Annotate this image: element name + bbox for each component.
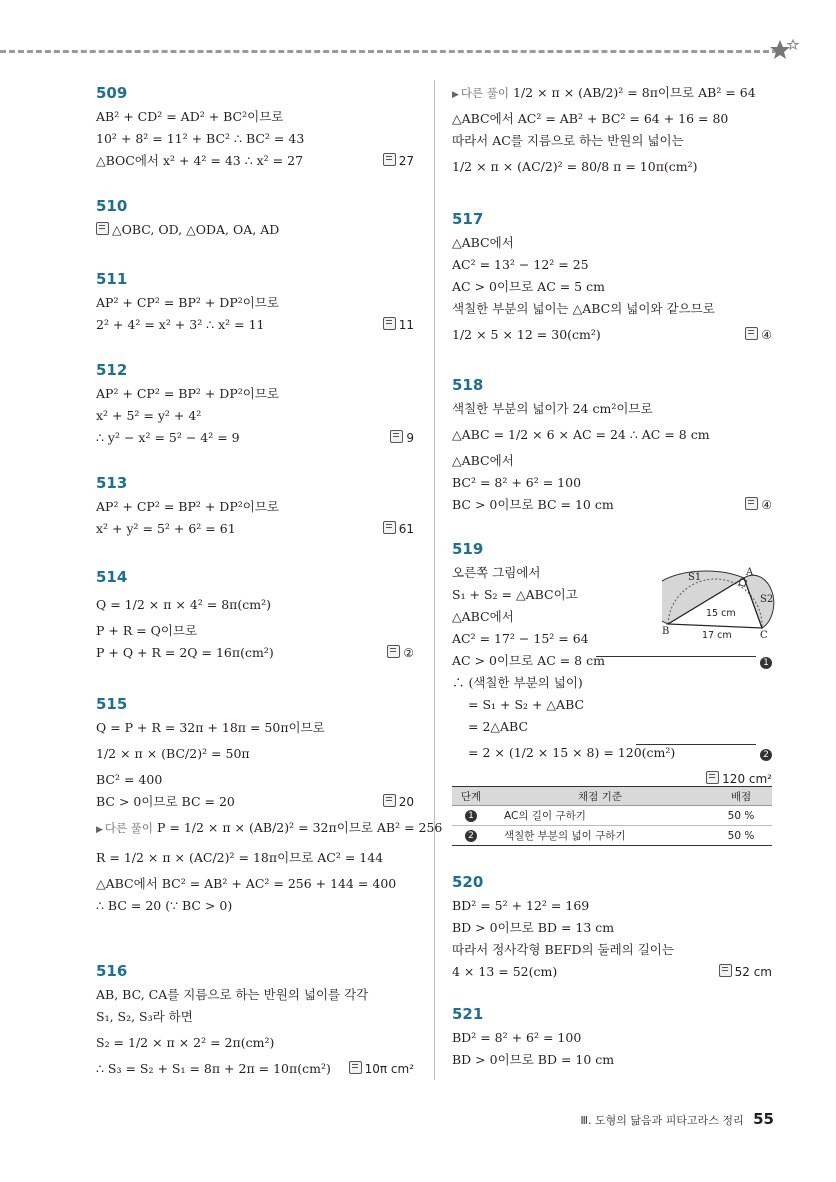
answer-box: 11 [383,314,414,336]
solution-line: △BOC에서 x² + 4² = 43 ∴ x² = 27 27 [96,150,414,172]
solution-line: Q = P + R = 32π + 18π = 50π이므로 [96,720,325,735]
solution-line: S₂ = 1/2 × π × 2² = 2π(cm²) [96,1035,275,1050]
solution-line: △ABC에서 BC² = AB² + AC² = 256 + 144 = 400 [96,876,397,891]
solution-line: BC² = 8² + 6² = 100 [452,475,582,490]
answer-box: 61 [383,518,414,540]
semicircle-figure [662,566,782,646]
problem-number: 513 [96,474,128,492]
page-number: 55 [753,1110,774,1128]
problem-number: 511 [96,270,128,288]
solution-line: AC² = 13² − 12² = 25 [452,257,589,272]
solution-line: ∴ (색칠한 부분의 넓이) [452,675,583,690]
solution-line: x² + y² = 5² + 6² = 61 61 [96,518,414,540]
solution-line: 색칠한 부분의 넓이가 24 cm²이므로 [452,401,653,416]
solution-line: AB, BC, CA를 지름으로 하는 반원의 넓이를 각각 [96,987,369,1002]
label-A: A [746,567,754,578]
solution-line: △OBC, OD, △ODA, OA, AD [96,219,414,241]
solution-line: BC² = 400 [96,772,163,787]
solution-line: AC > 0이므로 AC = 8 cm 1 [452,650,772,672]
problem-number: 519 [452,540,484,558]
table-header: 배점 [710,787,772,806]
problem-518 [452,376,772,516]
table-row [452,806,772,826]
answer-box: 120 cm² [706,768,772,790]
triangle-icon: ▶ [452,90,459,100]
problem-number: 510 [96,197,128,215]
solution-line: △ABC에서 [452,235,514,250]
problem-517 [452,210,772,350]
problem-509 [96,84,414,172]
answer-icon [390,430,403,443]
solution-line: Q = 1/2 × π × 4² = 8π(cm²) [96,597,272,612]
solution-line: ▶ 다른 풀이 1/2 × π × (AB/2)² = 8π이므로 AB² = 64 [452,85,756,100]
grading-table [452,786,772,846]
problem-521 [452,1005,772,1071]
label-B: B [662,626,670,637]
page-footer [580,1110,774,1128]
solution-line: BC > 0이므로 BC = 20 20 [96,791,414,813]
label-S2: S2 [760,594,774,605]
solution-line: BD² = 5² + 12² = 169 [452,898,590,913]
problem-number: 517 [452,210,484,228]
problem-513 [96,474,414,540]
problem-number: 514 [96,568,128,586]
table-cell: 50 % [710,826,772,846]
label-17cm: 17 cm [702,630,732,641]
solution-line: ∴ S₃ = S₂ + S₁ = 8π + 2π = 10π(cm²) 10π cm² [96,1058,414,1080]
answer-box: ④ [745,494,772,516]
problem-511 [96,270,414,336]
step-marker-1: 1 [760,650,772,672]
problem-number: 515 [96,695,128,713]
answer-icon [745,497,758,510]
solution-line: = 2△ABC [468,719,529,734]
leader-line [636,744,756,745]
triangle-icon: ▶ [96,825,103,835]
solution-line: 1/2 × π × (BC/2)² = 50π [96,746,250,761]
answer-icon [387,645,400,658]
solution-line: 색칠한 부분의 넓이는 △ABC의 넓이와 같으므로 [452,301,715,316]
solution-line: 따라서 정사각형 BEFD의 둘레의 길이는 [452,942,674,957]
solution-line: 1/2 × 5 × 12 = 30(cm²) ④ [452,320,772,350]
solution-line: 1/2 × π × (AC/2)² = 80/8 π = 10π(cm²) [452,159,698,174]
table-cell: 2 [452,826,490,846]
answer-icon [719,964,732,977]
problem-number: 518 [452,376,484,394]
solution-line: AP² + CP² = BP² + DP²이므로 [96,499,279,514]
solution-line: ▶ 다른 풀이 P = 1/2 × π × (AB/2)² = 32π이므로 AB² = 256 [96,820,443,835]
answer-box: ② [387,642,414,664]
solution-line: P + Q + R = 2Q = 16π(cm²) ② [96,642,414,664]
step-marker-2: 2 [760,738,772,768]
solution-line: AP² + CP² = BP² + DP²이므로 [96,295,279,310]
answer-icon [383,153,396,166]
solution-line: BD > 0이므로 BD = 13 cm [452,920,615,935]
problem-516 [96,962,414,1080]
solution-line: P + R = Q이므로 [96,623,198,638]
problem-number: 509 [96,84,128,102]
solution-line: AB² + CD² = AD² + BC²이므로 [96,109,284,124]
answer-box: 52 cm [719,961,772,983]
label-15cm: 15 cm [706,608,736,619]
solution-line: x² + 5² = y² + 4² [96,408,202,423]
table-cell: AC의 길이 구하기 [490,806,710,826]
solution-line: △ABC에서 AC² = AB² + BC² = 64 + 16 = 80 [452,111,729,126]
solution-line: △ABC = 1/2 × 6 × AC = 24 ∴ AC = 8 cm [452,427,710,442]
solution-line: △ABC에서 [452,453,514,468]
table-cell: 50 % [710,806,772,826]
solution-line: R = 1/2 × π × (AC/2)² = 18π이므로 AC² = 144 [96,850,384,865]
solution-line: S₁, S₂, S₃라 하면 [96,1009,193,1024]
problem-514 [96,568,414,664]
answer-icon [383,317,396,330]
table-cell: 1 [452,806,490,826]
solution-line: ∴ y² − x² = 5² − 4² = 9 9 [96,427,414,449]
solution-line: AC² = 17² − 15² = 64 [452,631,589,646]
answer-icon [745,327,758,340]
star-icon [768,36,802,66]
solution-line: = S₁ + S₂ + △ABC [468,697,585,712]
answer-icon [383,794,396,807]
answer-box: 20 [383,791,414,813]
problem-number: 512 [96,361,128,379]
answer-box: ④ [745,320,772,350]
solution-line: 따라서 AC를 지름으로 하는 반원의 넓이는 [452,133,684,148]
table-header: 단계 [452,787,490,806]
solution-line: BD² = 8² + 6² = 100 [452,1030,582,1045]
label-C: C [760,630,768,641]
solution-line: 2² + 4² = x² + 3² ∴ x² = 11 11 [96,314,414,336]
problem-510 [96,197,414,241]
solution-line: = 2 × (1/2 × 15 × 8) = 120(cm²) 2 [452,738,772,768]
problem-520 [452,873,772,983]
table-header-row [452,787,772,806]
table-row [452,826,772,846]
label-S1: S1 [688,572,702,583]
leader-line [596,656,756,657]
solution-line: 오른쪽 그림에서 [452,565,541,580]
answer-box: 9 [390,427,414,449]
problem-number: 520 [452,873,484,891]
chapter-title: Ⅲ. 도형의 닮음과 피타고라스 정리 [580,1114,744,1127]
problem-number: 521 [452,1005,484,1023]
answer-icon [706,771,719,784]
solution-line: ∴ BC = 20 (∵ BC > 0) [96,898,233,913]
solution-line: 4 × 13 = 52(cm) 52 cm [452,961,772,983]
problem-number: 516 [96,962,128,980]
solution-line: BD > 0이므로 BD = 10 cm [452,1052,615,1067]
top-dashed-rule [0,50,778,53]
solution-line: △ABC에서 [452,609,514,624]
table-header: 채점 기준 [490,787,710,806]
answer-icon [349,1061,362,1074]
column-divider [434,80,435,1080]
solution-line: S₁ + S₂ = △ABC이고 [452,587,578,602]
alt-solution-516 [452,78,772,182]
table-cell: 색칠한 부분의 넓이 구하기 [490,826,710,846]
problem-512 [96,361,414,449]
problem-515 [96,695,443,917]
answer-box: 27 [383,150,414,172]
solution-line: AC > 0이므로 AC = 5 cm [452,279,605,294]
answer-box: 10π cm² [349,1058,414,1080]
solution-line: 10² + 8² = 11² + BC² ∴ BC² = 43 [96,131,305,146]
answer-icon [383,521,396,534]
solution-line: AP² + CP² = BP² + DP²이므로 [96,386,279,401]
answer-icon [96,222,109,235]
solution-line: BC > 0이므로 BC = 10 cm ④ [452,494,772,516]
